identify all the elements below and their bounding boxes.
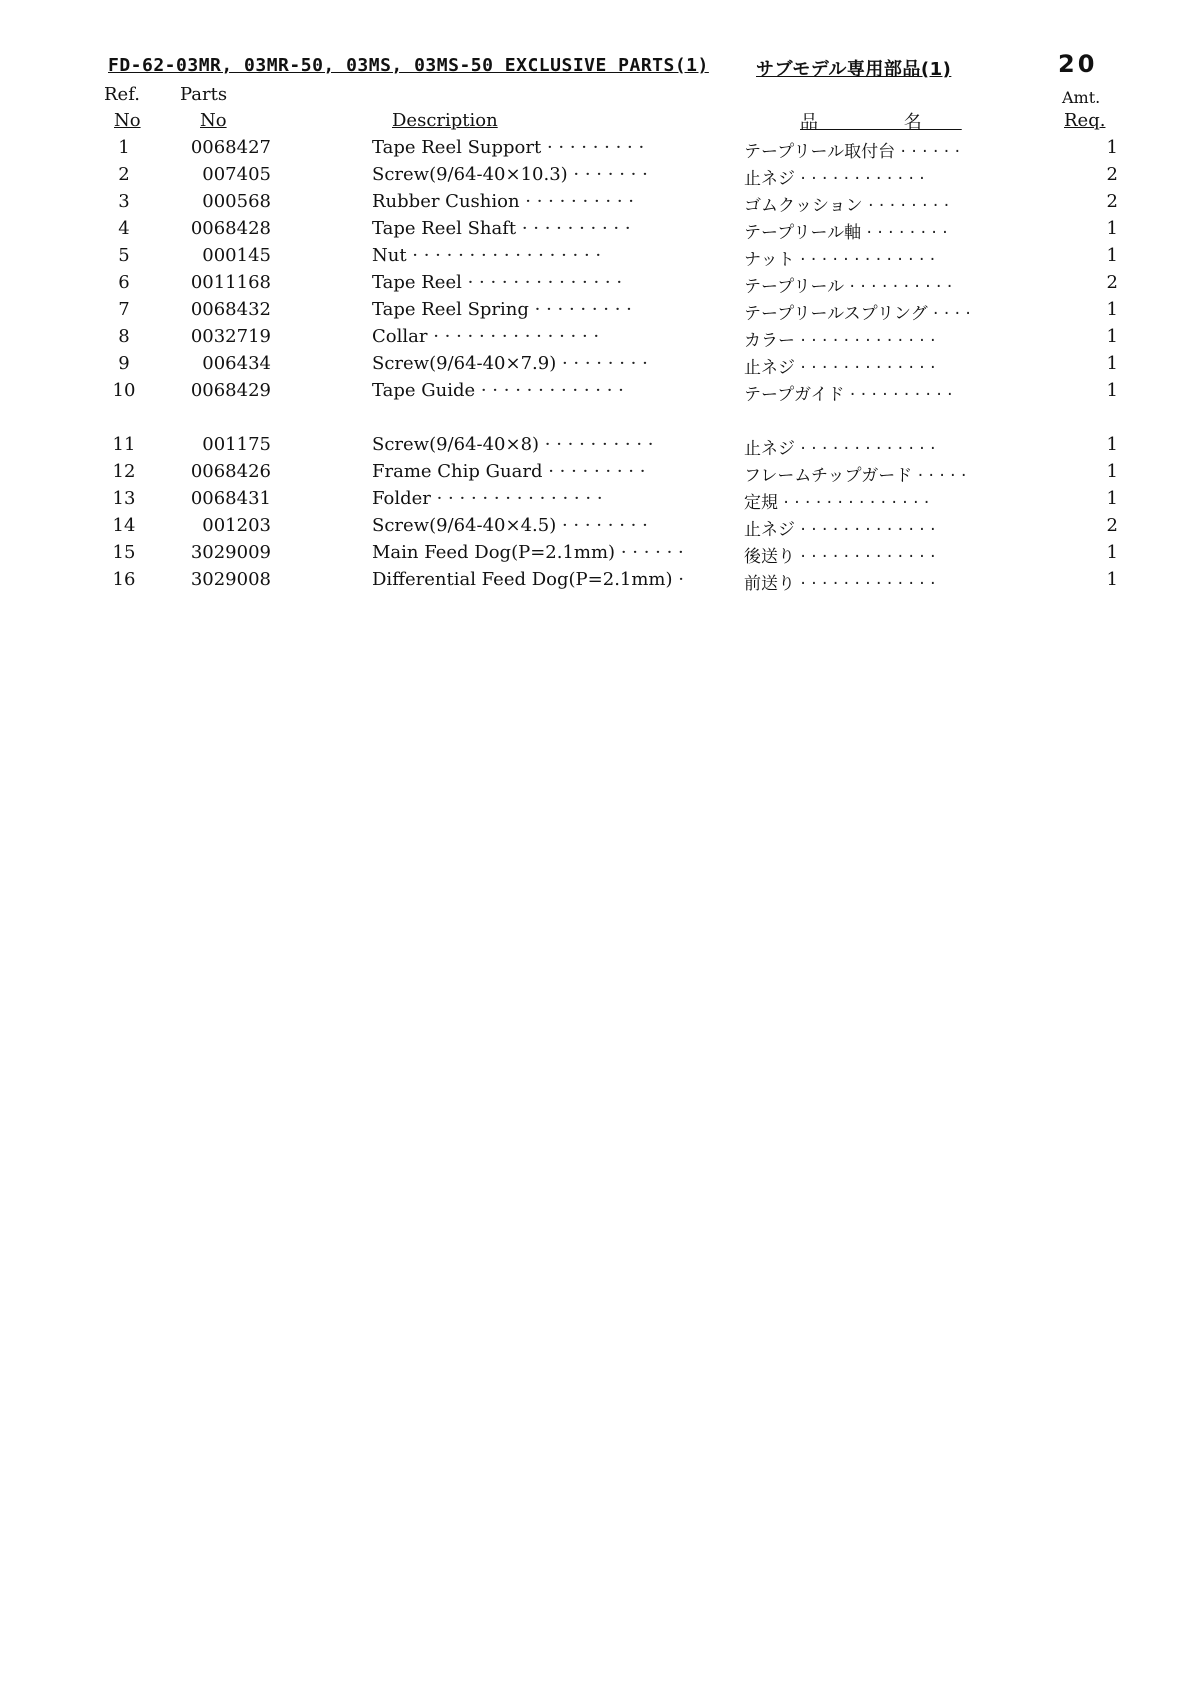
jp-leader: · · · · · · · · · · · · · — [795, 331, 936, 351]
description-cell — [372, 137, 742, 158]
desc-leader: · · · · · · · · · · · · · · · — [427, 326, 600, 347]
description-cell — [372, 164, 742, 185]
jp-name-cell — [744, 245, 1096, 270]
jp-leader: · · · · · · · · · · · · · — [795, 520, 936, 540]
ref-number: 6 — [118, 272, 130, 293]
description-cell — [372, 515, 742, 536]
page-title — [108, 52, 1108, 82]
table-row — [0, 569, 1189, 596]
jp-leader: · · · · · · · · · · — [844, 277, 953, 297]
desc-leader: · · · · · · · · · — [541, 137, 645, 158]
jp-leader: · · · · · · — [895, 142, 960, 162]
description-cell — [372, 488, 742, 509]
jp-name-cell — [744, 353, 1096, 378]
jp-leader: · · · · · · · · · · · · · — [795, 574, 936, 594]
jp-leader: · · · · · · · · · · — [844, 385, 953, 405]
jp-name: テープガイド — [744, 385, 845, 405]
part-number: 3029008 — [190, 569, 271, 590]
ref-number: 4 — [118, 218, 130, 239]
table-row — [0, 515, 1189, 542]
part-number: 000145 — [202, 245, 271, 266]
ref-number: 15 — [112, 542, 136, 563]
table-row — [0, 353, 1189, 380]
table-row — [0, 434, 1189, 461]
jp-name-cell — [744, 461, 1096, 486]
description: Frame Chip Guard — [372, 461, 543, 482]
description-cell — [372, 569, 742, 590]
quantity: 1 — [1106, 569, 1118, 590]
jp-leader: · · · · · · · · · · · · — [795, 169, 925, 189]
desc-leader: · · · · · · · · · · — [539, 434, 654, 455]
part-number: 007405 — [202, 164, 271, 185]
part-number: 000568 — [202, 191, 271, 212]
description: Nut — [372, 245, 407, 266]
part-number: 0068432 — [190, 299, 271, 320]
title-japanese: サブモデル専用部品(1) — [756, 59, 952, 80]
jp-leader: · · · · · · · · — [862, 196, 950, 216]
amt-header-bottom: Req. — [1064, 110, 1106, 131]
description: Collar — [372, 326, 428, 347]
table-row — [0, 542, 1189, 569]
description: Screw(9/64-40×8) — [372, 434, 540, 455]
table-row — [0, 299, 1189, 326]
part-number: 0068429 — [190, 380, 271, 401]
jp-name-cell — [744, 380, 1096, 405]
quantity: 1 — [1106, 218, 1118, 239]
description-cell — [372, 299, 742, 320]
jp-name: テープリールスプリング — [744, 304, 928, 324]
desc-leader: · · · · · · — [615, 542, 684, 563]
parts-header-bottom: No — [200, 110, 227, 131]
jp-name: フレームチップガード — [744, 466, 913, 486]
description-cell — [372, 245, 742, 266]
quantity: 1 — [1106, 299, 1118, 320]
table-row — [0, 164, 1189, 191]
jp-name-cell — [744, 488, 1096, 513]
part-number: 0068427 — [190, 137, 271, 158]
table-row — [0, 380, 1189, 407]
quantity: 2 — [1106, 191, 1118, 212]
description: Screw(9/64-40×4.5) — [372, 515, 557, 536]
jp-name: ナット — [744, 250, 795, 270]
quantity: 1 — [1106, 353, 1118, 374]
jp-name: 前送り — [744, 574, 795, 594]
ref-number: 7 — [118, 299, 130, 320]
quantity: 1 — [1106, 488, 1118, 509]
jp-leader: · · · · · · · · · · · · · — [795, 547, 936, 567]
desc-leader: · — [672, 569, 684, 590]
ref-header-bottom: No — [114, 110, 141, 131]
description-cell — [372, 434, 742, 455]
desc-leader: · · · · · · · · · — [528, 299, 632, 320]
page-number: 20 — [1058, 50, 1098, 78]
name-jp-header: 品 名 — [800, 112, 962, 133]
description-cell — [372, 326, 742, 347]
part-number: 0011168 — [190, 272, 271, 293]
quantity: 1 — [1106, 542, 1118, 563]
jp-name-cell — [744, 569, 1096, 594]
description: Tape Reel Spring — [372, 299, 529, 320]
quantity: 1 — [1106, 137, 1118, 158]
jp-name-cell — [744, 542, 1096, 567]
ref-header-top: Ref. — [104, 84, 140, 105]
jp-name: テープリール取付台 — [744, 142, 896, 162]
ref-number: 13 — [112, 488, 136, 509]
jp-name-cell — [744, 137, 1096, 162]
quantity: 1 — [1106, 380, 1118, 401]
jp-name: 止ネジ — [744, 439, 795, 459]
description: Screw(9/64-40×10.3) — [372, 164, 568, 185]
jp-name: 定規 — [744, 493, 778, 513]
jp-name-cell — [744, 164, 1096, 189]
desc-leader: · · · · · · · · · · — [516, 218, 631, 239]
jp-name-cell — [744, 218, 1096, 243]
desc-leader: · · · · · · · · · · — [519, 191, 634, 212]
ref-number: 8 — [118, 326, 130, 347]
description: Tape Guide — [372, 380, 476, 401]
desc-leader: · · · · · · · · · · · · · — [475, 380, 624, 401]
quantity: 1 — [1106, 434, 1118, 455]
description: Tape Reel — [372, 272, 462, 293]
ref-number: 1 — [118, 137, 130, 158]
desc-leader: · · · · · · · · · · · · · · — [461, 272, 623, 293]
jp-leader: · · · · · · · · · · · · · — [795, 439, 936, 459]
description: Screw(9/64-40×7.9) — [372, 353, 557, 374]
jp-leader: · · · · — [927, 304, 971, 324]
jp-leader: · · · · · · · · — [861, 223, 948, 243]
description: Main Feed Dog(P=2.1mm) — [372, 542, 616, 563]
desc-leader: · · · · · · · — [567, 164, 648, 185]
description-cell — [372, 353, 742, 374]
jp-name: 止ネジ — [744, 520, 795, 540]
jp-name: 止ネジ — [744, 169, 795, 189]
jp-name-cell — [744, 326, 1096, 351]
jp-leader: · · · · · — [912, 466, 967, 486]
desc-leader: · · · · · · · · — [556, 353, 648, 374]
amt-header-top: Amt. — [1062, 88, 1101, 107]
description: Folder — [372, 488, 431, 509]
desc-leader: · · · · · · · · · — [542, 461, 646, 482]
quantity: 2 — [1106, 272, 1118, 293]
ref-number: 10 — [112, 380, 136, 401]
jp-leader: · · · · · · · · · · · · · — [794, 250, 936, 270]
jp-name-cell — [744, 191, 1096, 216]
jp-leader: · · · · · · · · · · · · · — [795, 358, 936, 378]
table-row — [0, 272, 1189, 299]
quantity: 1 — [1106, 326, 1118, 347]
jp-name-cell — [744, 434, 1096, 459]
description-cell — [372, 461, 742, 482]
ref-number: 14 — [112, 515, 136, 536]
jp-name: テープリール軸 — [744, 223, 862, 243]
part-number: 0068431 — [190, 488, 271, 509]
jp-name-cell — [744, 272, 1096, 297]
table-row — [0, 461, 1189, 488]
part-number: 3029009 — [190, 542, 271, 563]
ref-number: 16 — [112, 569, 136, 590]
description: Rubber Cushion — [372, 191, 520, 212]
part-number: 006434 — [202, 353, 271, 374]
quantity: 1 — [1106, 461, 1118, 482]
ref-number: 9 — [118, 353, 130, 374]
part-number: 001203 — [202, 515, 271, 536]
jp-name-cell — [744, 515, 1096, 540]
description: Tape Reel Support — [372, 137, 542, 158]
table-row — [0, 218, 1189, 245]
part-number: 0068426 — [190, 461, 271, 482]
jp-name: カラー — [744, 331, 795, 351]
description-cell — [372, 191, 742, 212]
description-cell — [372, 218, 742, 239]
part-number: 0068428 — [190, 218, 271, 239]
jp-name: 後送り — [744, 547, 795, 567]
description-header: Description — [392, 110, 498, 131]
parts-header-top: Parts — [180, 84, 228, 105]
title-english: FD-62-03MR, 03MR-50, 03MS, 03MS-50 EXCLUSIVE PARTS(1) — [108, 55, 709, 76]
jp-name: ゴムクッション — [744, 196, 863, 216]
description: Differential Feed Dog(P=2.1mm) — [372, 569, 673, 590]
quantity: 1 — [1106, 245, 1118, 266]
description: Tape Reel Shaft — [372, 218, 517, 239]
description-cell — [372, 542, 742, 563]
desc-leader: · · · · · · · · · · · · · · · · · — [406, 245, 602, 266]
jp-leader: · · · · · · · · · · · · · · — [778, 493, 930, 513]
part-number: 001175 — [202, 434, 271, 455]
ref-number: 12 — [112, 461, 136, 482]
description-cell — [372, 272, 742, 293]
description-cell — [372, 380, 742, 401]
ref-number: 5 — [118, 245, 130, 266]
jp-name-cell — [744, 299, 1096, 324]
jp-name: 止ネジ — [744, 358, 795, 378]
table-row — [0, 191, 1189, 218]
quantity: 2 — [1106, 515, 1118, 536]
desc-leader: · · · · · · · · · · · · · · · — [430, 488, 603, 509]
table-row — [0, 488, 1189, 515]
table-row — [0, 245, 1189, 272]
desc-leader: · · · · · · · · — [556, 515, 648, 536]
jp-name: テープリール — [744, 277, 845, 297]
ref-number: 3 — [118, 191, 130, 212]
part-number: 0032719 — [190, 326, 271, 347]
table-row — [0, 137, 1189, 164]
table-row — [0, 326, 1189, 353]
quantity: 2 — [1106, 164, 1118, 185]
ref-number: 11 — [112, 434, 136, 455]
ref-number: 2 — [118, 164, 130, 185]
